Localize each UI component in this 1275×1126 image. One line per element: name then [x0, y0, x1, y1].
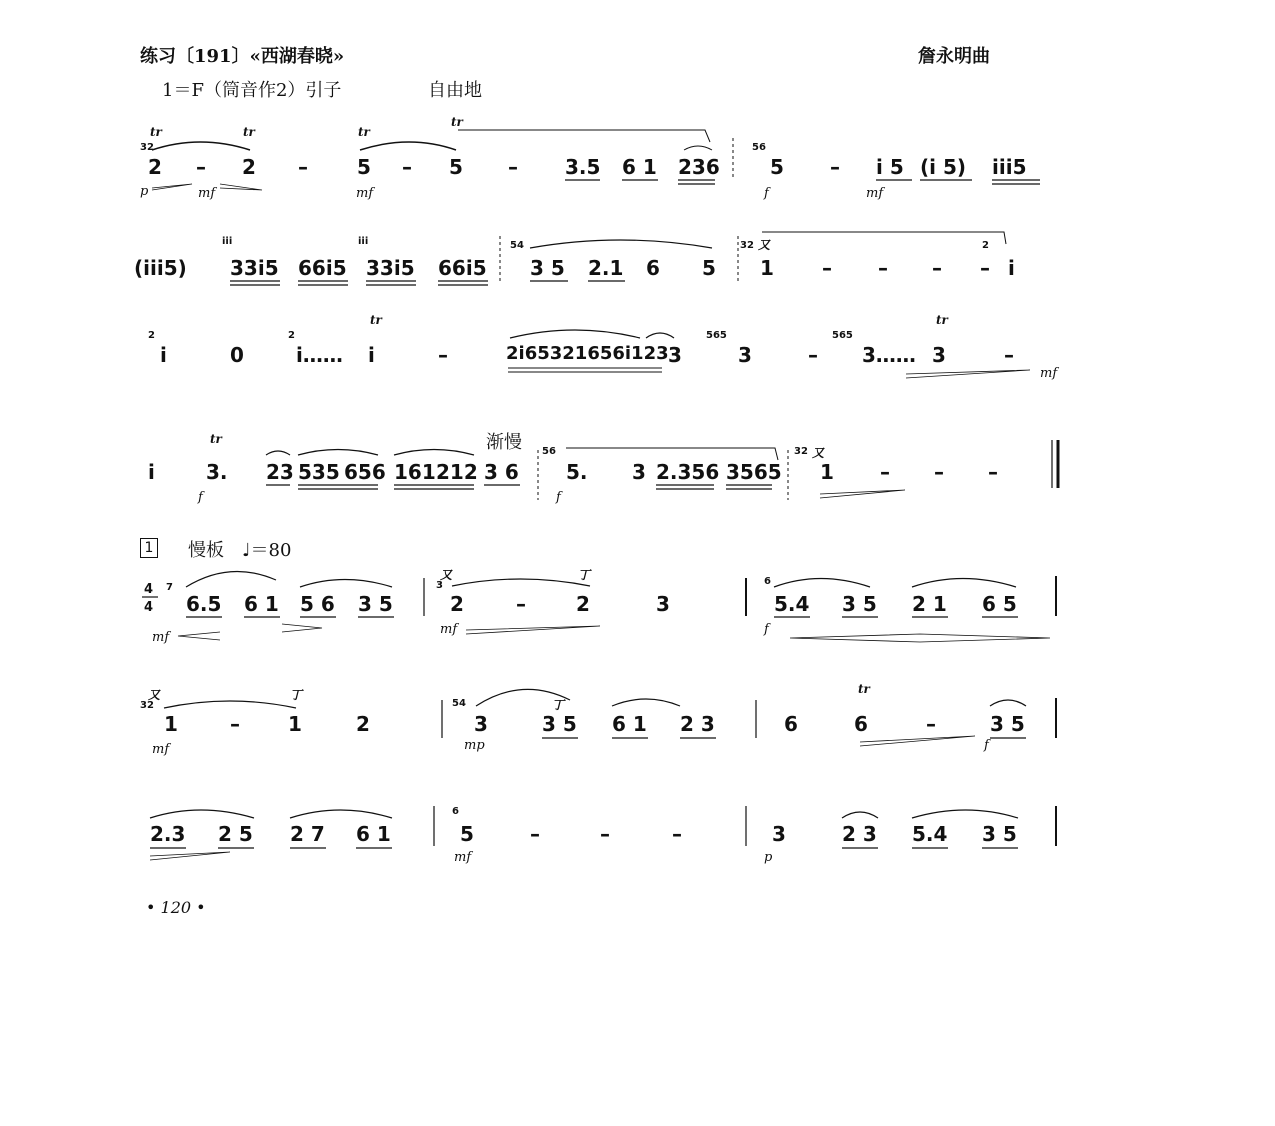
- slur: [774, 579, 870, 588]
- row5-grace-3: 6: [764, 576, 771, 587]
- section-tempo-text: 慢板: [188, 540, 224, 561]
- row1-note-1: 2: [148, 155, 162, 179]
- row2-grace-2: iii: [358, 236, 369, 247]
- row7-note-11: 5.4: [912, 822, 948, 846]
- row1-note-12: 5: [770, 155, 784, 179]
- row7-note-10: 2 3: [842, 822, 877, 846]
- hairpin: [790, 634, 1050, 642]
- slur: [164, 701, 296, 708]
- row4-note-12: 3565: [726, 460, 782, 484]
- dynamic-mf: mf: [454, 850, 472, 865]
- row2-note-15: i: [1008, 256, 1015, 280]
- row7-note-2: 2 5: [218, 822, 253, 846]
- slur: [912, 579, 1016, 588]
- row6-note-2: –: [230, 712, 240, 736]
- row5-note-9: 5.4: [774, 592, 810, 616]
- row6-grace-2: 54: [452, 698, 466, 709]
- row3-note-8: 3: [738, 343, 752, 367]
- slur: [990, 700, 1026, 706]
- dynamic-mf: mf: [152, 630, 170, 645]
- row5-note-12: 6 5: [982, 592, 1017, 616]
- row4-note-11: 2.356: [656, 460, 720, 484]
- hairpin-cresc: [152, 184, 192, 190]
- row4-note-15: –: [934, 460, 944, 484]
- dynamic-mf: mf: [356, 186, 374, 201]
- row5-note-2: 6 1: [244, 592, 279, 616]
- slur: [150, 810, 254, 818]
- row3-grace-2: 2: [288, 330, 295, 341]
- dynamic-f: f: [764, 186, 769, 201]
- dynamic-mp: mp: [464, 738, 485, 753]
- row7-note-1: 2.3: [150, 822, 186, 846]
- row3-note-4: i: [368, 343, 375, 367]
- row5-grace-1: 7: [166, 582, 173, 593]
- row6-note-7: 6 1: [612, 712, 647, 736]
- row4-note-16: –: [988, 460, 998, 484]
- phrase-line: [566, 448, 778, 460]
- double-tongue-mark: 又: [440, 568, 453, 582]
- row3-grace-3: 565: [706, 330, 727, 341]
- tempo-change-marking: 渐慢: [486, 432, 522, 453]
- row2-note-1: (iii5): [134, 256, 187, 280]
- slur: [842, 812, 878, 818]
- trill-mark: tr: [243, 125, 255, 139]
- hairpin: [466, 626, 600, 634]
- row1-note-11: 236: [678, 155, 720, 179]
- row5-note-1: 6.5: [186, 592, 222, 616]
- row5-note-10: 3 5: [842, 592, 877, 616]
- row2-note-14: –: [980, 256, 990, 280]
- key-signature: 1＝F（筒音作2）引子: [162, 80, 342, 101]
- row3-note-11: 3: [932, 343, 946, 367]
- row1-note-14: i 5: [876, 155, 904, 179]
- trill-mark: tr: [936, 313, 948, 327]
- row6-note-12: 3 5: [990, 712, 1025, 736]
- row3-note-6: 2i65321656i123: [506, 343, 669, 364]
- row1-note-3: 2: [242, 155, 256, 179]
- trill-mark: tr: [210, 432, 222, 446]
- tongue-mark: 丁: [290, 688, 303, 702]
- row2-note-12: –: [878, 256, 888, 280]
- row7-note-8: –: [672, 822, 682, 846]
- dynamic-p: p: [764, 850, 773, 865]
- row3-note-3: i……: [296, 343, 343, 367]
- hairpin: [860, 736, 975, 746]
- exercise-title: 练习〔191〕«西湖春晓»: [140, 46, 345, 67]
- dynamic-mf: mf: [198, 186, 216, 201]
- row7-note-6: –: [530, 822, 540, 846]
- row1-note-9: 3.5: [565, 155, 601, 179]
- dynamic-mf: mf: [866, 186, 884, 201]
- row5-note-3: 5 6: [300, 592, 335, 616]
- row6-note-10: 6: [854, 712, 868, 736]
- row6-note-6: 3 5: [542, 712, 577, 736]
- trill-mark: tr: [858, 682, 870, 696]
- row6-note-4: 2: [356, 712, 370, 736]
- row7-note-5: 5: [460, 822, 474, 846]
- row7-note-4: 6 1: [356, 822, 391, 846]
- intro-tempo-marking: 自由地: [428, 80, 482, 101]
- double-tongue-mark: 又: [758, 238, 771, 252]
- row4-note-7: 212: [436, 460, 478, 484]
- row2-note-2: 33i5: [230, 256, 279, 280]
- row4-note-8: 3 6: [484, 460, 519, 484]
- row5-note-7: 2: [576, 592, 590, 616]
- row2-note-5: 66i5: [438, 256, 487, 280]
- row2-grace-4: 32: [740, 240, 754, 251]
- row2-note-9: 5: [702, 256, 716, 280]
- row6-note-9: 6: [784, 712, 798, 736]
- row5-note-6: –: [516, 592, 526, 616]
- row2-grace-5: 2: [982, 240, 989, 251]
- row6-grace-1: 32: [140, 700, 154, 711]
- row3-note-2: 0: [230, 343, 244, 367]
- slur: [476, 689, 570, 706]
- hairpin-dim: [220, 184, 262, 190]
- page-number: • 120 •: [146, 898, 206, 917]
- double-tongue-mark: 又: [812, 446, 825, 460]
- row2-note-8: 6: [646, 256, 660, 280]
- row2-note-7: 2.1: [588, 256, 624, 280]
- row2-note-6: 3 5: [530, 256, 565, 280]
- slur: [300, 580, 392, 588]
- row2-note-13: –: [932, 256, 942, 280]
- row3-grace-4: 565: [832, 330, 853, 341]
- dynamic-f: f: [198, 490, 203, 505]
- row5-note-11: 2 1: [912, 592, 947, 616]
- row3-note-12: –: [1004, 343, 1014, 367]
- row6-note-1: 1: [164, 712, 178, 736]
- slur: [290, 810, 392, 818]
- row6-note-3: 1: [288, 712, 302, 736]
- phrase-line: [458, 130, 710, 142]
- row7-note-12: 3 5: [982, 822, 1017, 846]
- row4-grace-2: 32: [794, 446, 808, 457]
- double-tongue-mark: 又: [148, 688, 161, 702]
- row2-grace-3: 54: [510, 240, 524, 251]
- section-number-box: 1: [140, 538, 158, 558]
- composer-credit: 詹永明曲: [918, 46, 990, 67]
- row2-note-3: 66i5: [298, 256, 347, 280]
- row6-note-5: 3: [474, 712, 488, 736]
- metronome-marking: ♩＝80: [242, 540, 292, 561]
- slur: [452, 579, 590, 586]
- dynamic-mf: mf: [1040, 366, 1058, 381]
- row1-note-15: (i 5): [920, 155, 967, 179]
- slur: [684, 146, 712, 150]
- row4-note-5: 656: [344, 460, 386, 484]
- row3-note-9: –: [808, 343, 818, 367]
- dynamic-p: p: [140, 184, 149, 199]
- row6-note-11: –: [926, 712, 936, 736]
- dynamic-f: f: [556, 490, 561, 505]
- row1-grace-1: 32: [140, 142, 154, 153]
- slur: [394, 450, 474, 456]
- dynamic-mf: mf: [152, 742, 170, 757]
- phrase-line: [762, 232, 1006, 244]
- row7-note-3: 2 7: [290, 822, 325, 846]
- dynamic-mf: mf: [440, 622, 458, 637]
- hairpin-cresc: [906, 370, 1030, 378]
- row7-note-9: 3: [772, 822, 786, 846]
- row2-note-4: 33i5: [366, 256, 415, 280]
- trill-mark: tr: [358, 125, 370, 139]
- dynamic-f: f: [984, 738, 989, 753]
- row5-note-8: 3: [656, 592, 670, 616]
- row1-note-10: 6 1: [622, 155, 657, 179]
- trill-mark: tr: [150, 125, 162, 139]
- row3-note-7: 3: [668, 343, 682, 367]
- row4-note-4: 535: [298, 460, 340, 484]
- slur: [612, 699, 680, 706]
- hairpin: [150, 852, 230, 860]
- row4-note-10: 3: [632, 460, 646, 484]
- row4-note-9: 5.: [566, 460, 588, 484]
- row4-note-1: i: [148, 460, 155, 484]
- row1-note-4: –: [298, 155, 308, 179]
- row1-note-5: 5: [357, 155, 371, 179]
- row1-note-6: –: [402, 155, 412, 179]
- row4-note-2: 3.: [206, 460, 228, 484]
- tongue-mark: 丁: [552, 698, 565, 712]
- slur: [510, 330, 640, 338]
- row3-note-1: i: [160, 343, 167, 367]
- hairpin-dim: [282, 624, 322, 632]
- trill-mark: tr: [370, 313, 382, 327]
- row4-note-3: 23: [266, 460, 294, 484]
- row5-note-5: 2: [450, 592, 464, 616]
- dynamic-f: f: [764, 622, 769, 637]
- row1-grace-2: 56: [752, 142, 766, 153]
- slur: [186, 571, 276, 587]
- slur: [360, 142, 456, 150]
- slur: [646, 333, 674, 338]
- row5-note-4: 3 5: [358, 592, 393, 616]
- trill-mark: tr: [451, 115, 463, 129]
- row1-note-16: iii5: [992, 155, 1027, 179]
- hairpin: [820, 490, 905, 498]
- row2-grace-1: iii: [222, 236, 233, 247]
- row3-grace-1: 2: [148, 330, 155, 341]
- time-signature-bottom: 4: [144, 600, 154, 615]
- tongue-mark: 丁: [578, 568, 591, 582]
- row3-note-10: 3……: [862, 343, 916, 367]
- row4-note-6: 161: [394, 460, 436, 484]
- row2-note-11: –: [822, 256, 832, 280]
- slur: [152, 142, 250, 150]
- row6-note-8: 2 3: [680, 712, 715, 736]
- slur: [266, 451, 290, 455]
- slur: [530, 240, 712, 248]
- row2-note-10: 1: [760, 256, 774, 280]
- slur: [912, 810, 1018, 818]
- row7-note-7: –: [600, 822, 610, 846]
- row7-grace-1: 6: [452, 806, 459, 817]
- row4-note-13: 1: [820, 460, 834, 484]
- row5-grace-2: 3: [436, 580, 443, 591]
- time-signature-top: 4: [144, 582, 154, 597]
- row1-note-2: –: [196, 155, 206, 179]
- row1-note-8: –: [508, 155, 518, 179]
- row3-note-5: –: [438, 343, 448, 367]
- row1-note-7: 5: [449, 155, 463, 179]
- row4-grace-1: 56: [542, 446, 556, 457]
- row4-note-14: –: [880, 460, 890, 484]
- row1-note-13: –: [830, 155, 840, 179]
- hairpin-cresc: [178, 632, 220, 640]
- slur: [298, 450, 378, 456]
